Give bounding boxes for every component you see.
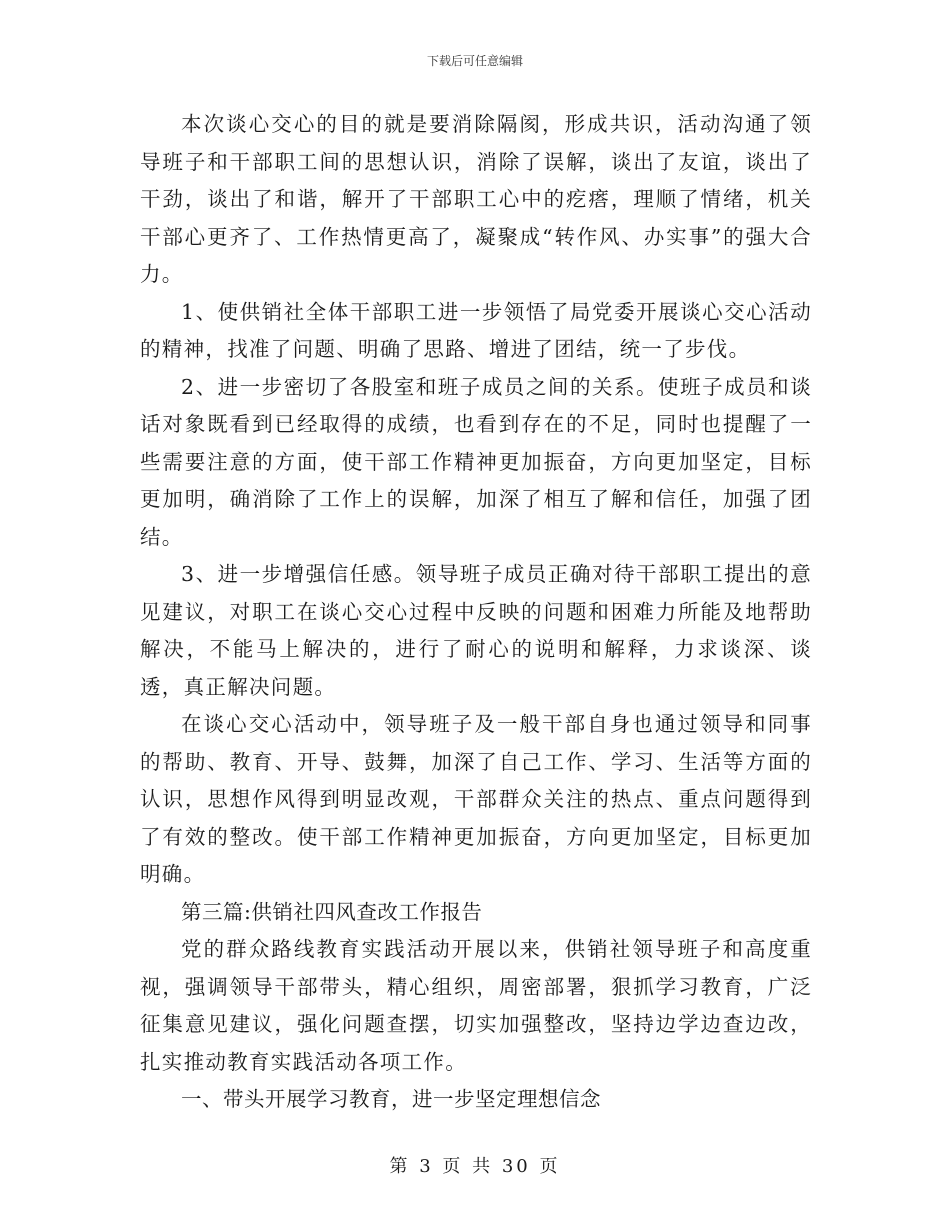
page-number: 第 3 页 共 30 页 (389, 1156, 561, 1177)
paragraph: 党的群众路线教育实践活动开展以来，供销社领导班子和高度重视，强调领导干部带头，精心组织，周密部署，狠抓学习教育，广泛征集意见建议，强化问题查摆，切实加强整改，坚持边学边查边改，扎实推动教育实践活动各项工作。 (140, 937, 812, 1074)
header-note: 下载后可任意编辑 (426, 54, 523, 68)
paragraph: 在谈心交心活动中，领导班子及一般干部自身也通过领导和同事的帮助、教育、开导、鼓舞，加深了自己工作、学习、生活等方面的认识，思想作风得到明显改观，干部群众关注的热点、重点问题得到了有效的整改。使干部工作精神更加振奋，方向更加坚定，目标更加明确。 (140, 712, 812, 886)
paragraph: 3、进一步增强信任感。领导班子成员正确对待干部职工提出的意见建议，对职工在谈心交心过程中反映的问题和困难力所能及地帮助解决，不能马上解决的，进行了耐心的说明和解释，力求谈深、谈透，真正解决问题。 (140, 562, 812, 699)
subheading: 一、带头开展学习教育，进一步坚定理想信念 (181, 1087, 601, 1111)
paragraph: 2、进一步密切了各股室和班子成员之间的关系。使班子成员和谈话对象既看到已经取得的成绩，也看到存在的不足，同时也提醒了一些需要注意的方面，使干部工作精神更加振奋，方向更加坚定，目标更加明，确消除了工作上的误解，加深了相互了解和信任，加强了团结。 (140, 374, 812, 549)
paragraph: 1、使供销社全体干部职工进一步领悟了局党委开展谈心交心活动的精神，找准了问题、明确了思路、增进了团结，统一了步伐。 (140, 299, 812, 361)
document-body (140, 106, 812, 1119)
section-title: 第三篇:供销社四风查改工作报告 (181, 899, 483, 924)
paragraph: 本次谈心交心的目的就是要消除隔阂，形成共识，活动沟通了领导班子和干部职工间的思想认识，消除了误解，谈出了友谊，谈出了干劲，谈出了和谐，解开了干部职工心中的疙瘩，理顺了情绪，机关干部心更齐了、工作热情更高了，凝聚成“转作风、办实事”的强大合力。 (140, 112, 812, 286)
